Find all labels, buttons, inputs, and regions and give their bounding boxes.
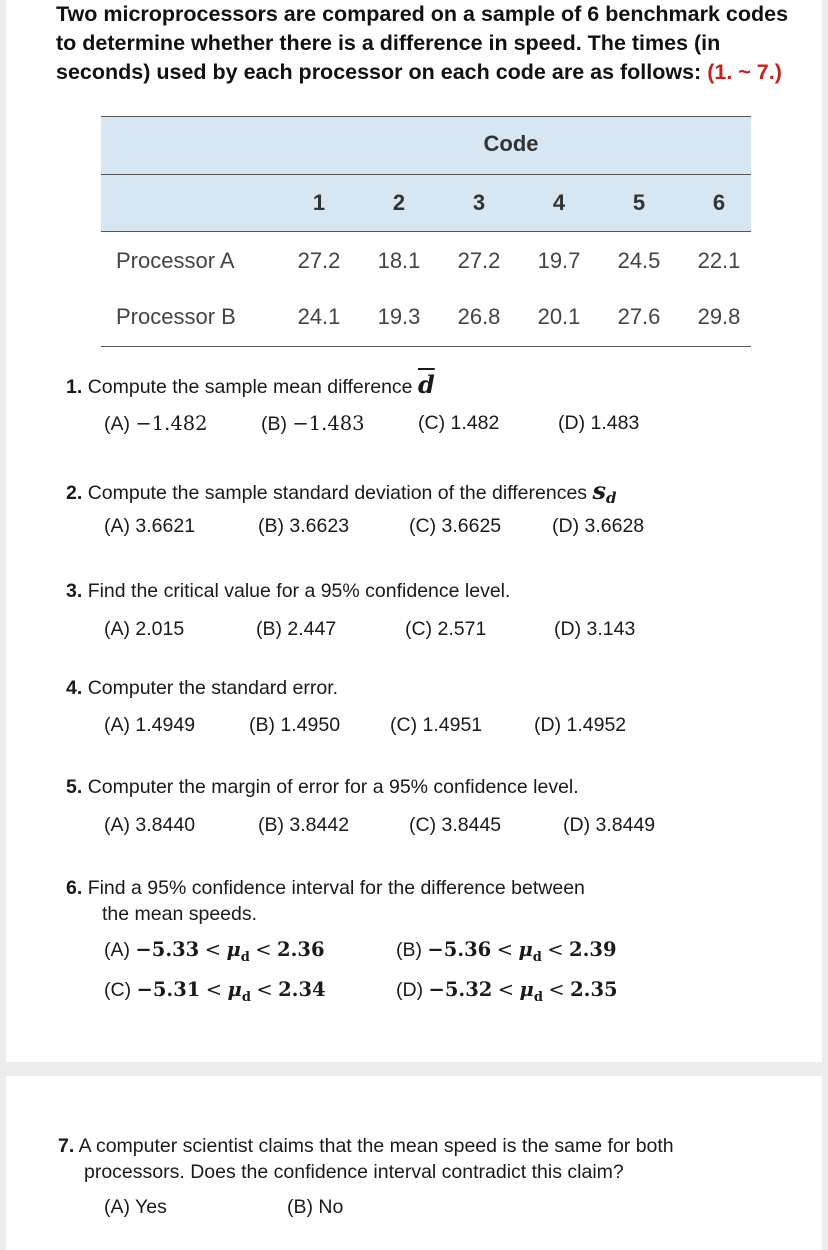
table-row bbox=[101, 289, 751, 345]
q5-option-c[interactable]: (C) 3.8445 bbox=[409, 814, 502, 836]
q6-option-d[interactable]: $(D) -5.32 < \mu_d < 2.35$ bbox=[396, 978, 618, 1005]
q3-option-c[interactable]: (C) 2.571 bbox=[405, 618, 487, 640]
code-col-4: 4 bbox=[552, 190, 566, 215]
row-label: Processor A bbox=[116, 248, 235, 273]
table-cell: 27.2 bbox=[457, 248, 501, 273]
table-cell: 20.1 bbox=[537, 304, 581, 329]
table-cell: 26.8 bbox=[457, 304, 501, 329]
q6-option-c[interactable]: $(C) -5.31 < \mu_d < 2.34$ bbox=[104, 978, 326, 1005]
table-cell: 19.7 bbox=[537, 248, 581, 273]
table-cell: 27.2 bbox=[297, 248, 341, 273]
code-header: Code bbox=[483, 131, 539, 156]
q2-option-a[interactable]: (A) 3.6621 bbox=[104, 515, 196, 537]
table-cell: 29.8 bbox=[697, 304, 741, 329]
question-2: 2. Compute the sample standard deviation of the differences $s_d$ bbox=[66, 476, 617, 507]
q4-option-b[interactable]: (B) 1.4950 bbox=[249, 714, 341, 736]
q4-option-a[interactable]: (A) 1.4949 bbox=[104, 714, 196, 736]
question-3: 3. Find the critical value for a 95% confidence level. bbox=[66, 580, 511, 602]
table-cell: 19.3 bbox=[377, 304, 421, 329]
table-cell: 18.1 bbox=[377, 248, 421, 273]
q5-option-b[interactable]: (B) 3.8442 bbox=[258, 814, 350, 836]
table-body bbox=[101, 232, 751, 347]
q5-option-a[interactable]: (A) 3.8440 bbox=[104, 814, 196, 836]
benchmark-table bbox=[101, 116, 751, 347]
q2-option-d[interactable]: (D) 3.6628 bbox=[552, 515, 645, 537]
q6-option-b[interactable]: $(B) -5.36 < \mu_d < 2.39$ bbox=[396, 938, 617, 965]
intro-range-highlight: (1. ~ 7.) bbox=[707, 60, 782, 84]
q7-option-b[interactable]: (B) No bbox=[287, 1196, 344, 1218]
row-label: Processor B bbox=[116, 304, 236, 329]
question-card-7 bbox=[6, 1076, 822, 1250]
table-row bbox=[101, 233, 751, 289]
question-1: 1. Compute the sample mean difference $\overline{d}$ bbox=[66, 370, 435, 399]
q3-option-b[interactable]: (B) 2.447 bbox=[256, 618, 337, 640]
q4-option-c[interactable]: (C) 1.4951 bbox=[390, 714, 483, 736]
d-bar-symbol: $\overline{d}$ bbox=[417, 370, 435, 399]
q1-option-c[interactable]: (C) 1.482 bbox=[418, 412, 500, 434]
code-col-3: 3 bbox=[472, 190, 486, 215]
q3-option-d[interactable]: (D) 3.143 bbox=[554, 618, 636, 640]
question-5: 5. Computer the margin of error for a 95% confidence level. bbox=[66, 776, 579, 798]
q1-option-d[interactable]: (D) 1.483 bbox=[558, 412, 640, 434]
code-col-6: 6 bbox=[712, 190, 726, 215]
q6-option-a[interactable]: $(A) -5.33 < \mu_d < 2.36$ bbox=[104, 938, 325, 965]
s-d-symbol: s bbox=[592, 476, 606, 505]
intro-body: Two microprocessors are compared on a sample of 6 benchmark codes to determine whether there is a difference in speed. The times (in seconds) used by each processor on each code are as follows: bbox=[56, 2, 789, 84]
q2-option-b[interactable]: (B) 3.6623 bbox=[258, 515, 350, 537]
table-header bbox=[101, 116, 751, 232]
code-col-2: 2 bbox=[392, 190, 406, 215]
question-4: 4. Computer the standard error. bbox=[66, 677, 339, 699]
table-cell: 24.5 bbox=[617, 248, 661, 273]
code-header-row bbox=[101, 117, 751, 175]
q5-option-d[interactable]: (D) 3.8449 bbox=[563, 814, 656, 836]
code-number-row bbox=[101, 175, 751, 231]
q4-option-d[interactable]: (D) 1.4952 bbox=[534, 714, 627, 736]
q2-option-c[interactable]: (C) 3.6625 bbox=[409, 515, 502, 537]
q3-option-a[interactable]: (A) 2.015 bbox=[104, 618, 185, 640]
q1-option-b[interactable]: (B) −1.483 bbox=[261, 412, 365, 435]
question-6: 6. Find a 95% confidence interval for the difference between the mean speeds. bbox=[66, 877, 585, 925]
code-col-5: 5 bbox=[632, 190, 646, 215]
code-col-1: 1 bbox=[312, 190, 326, 215]
table-cell: 27.6 bbox=[617, 304, 661, 329]
q7-option-a[interactable]: (A) Yes bbox=[104, 1196, 167, 1218]
question-7: 7. A computer scientist claims that the mean speed is the same for both processors. Does the confidence interval contradict this claim? bbox=[58, 1135, 674, 1183]
table-cell: 22.1 bbox=[697, 248, 741, 273]
question-card-main bbox=[6, 0, 822, 1062]
q1-option-a[interactable]: (A) −1.482 bbox=[104, 412, 208, 435]
table-cell: 24.1 bbox=[297, 304, 341, 329]
intro-text bbox=[56, 0, 796, 87]
